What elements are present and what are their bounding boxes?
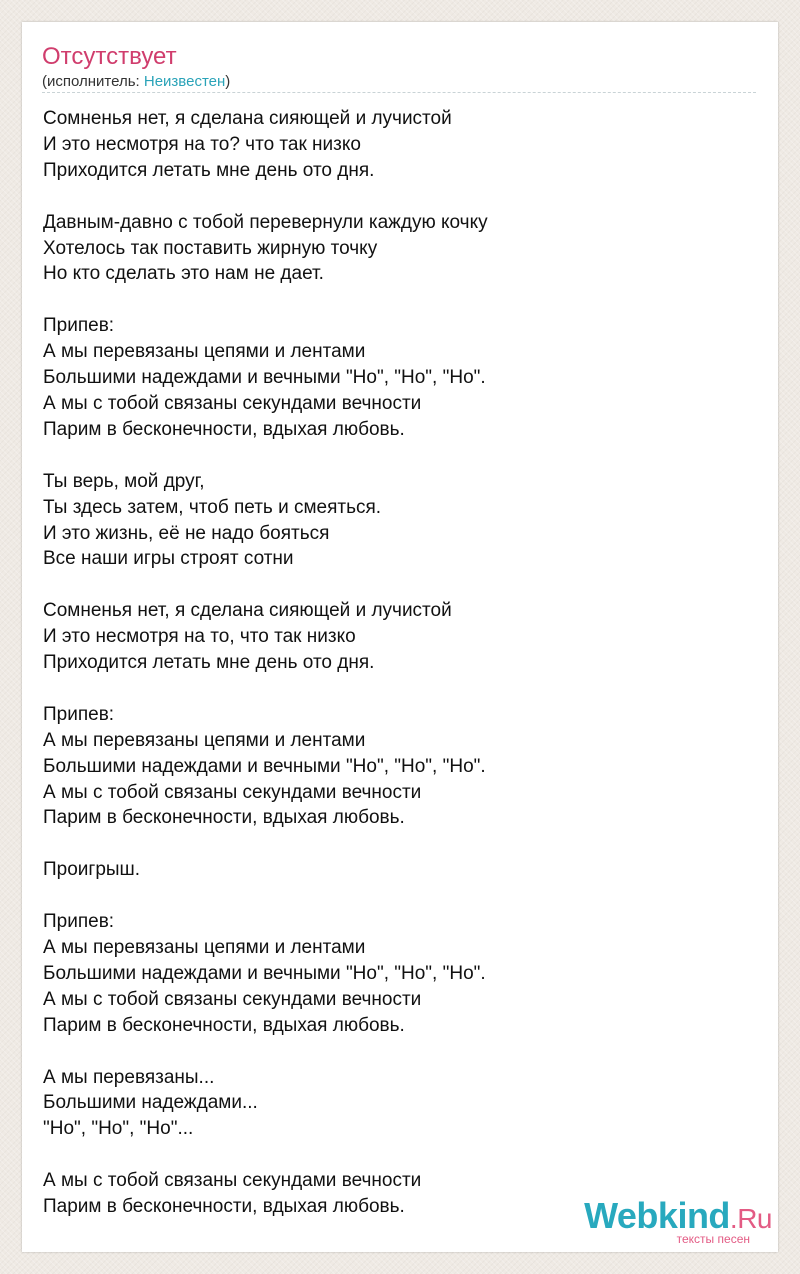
artist-prefix: (исполнитель:: [42, 73, 144, 90]
song-title: Отсутствует: [42, 43, 177, 70]
watermark-tagline: тексты песен: [676, 1232, 750, 1246]
site-watermark: [582, 1196, 772, 1244]
lyrics-text: Сомненья нет, я сделана сияющей и лучистой И это несмотря на то? что так низко Приходится летать мне день ото дня. Давным-давно с тобой перевернули каждую кочку Хотелось так поставить жирную точку Но кто сделать это нам не дает. Припев: А мы перевязаны цепями и лентами Большими надеждами и вечными "Но", "Но", "Но". А мы с тобой связаны секундами вечности Парим в бесконечности, вдыхая любовь. Ты верь, мой друг, Ты здесь затем, чтоб петь и смеяться. И это жизнь, её не надо бояться Все наши игры строят сотни Сомненья нет, я сделана сияющей и лучистой И это несмотря на то, что так низко Приходится летать мне день ото дня. Припев: А мы перевязаны цепями и лентами Большими надеждами и вечными "Но", "Но", "Но". А мы с тобой связаны секундами вечности Парим в бесконечности, вдыхая любовь. Проигрыш. Припев: А мы перевязаны цепями и лентами Большими надеждами и вечными "Но", "Но", "Но". А мы с тобой связаны секундами вечности Парим в бесконечности, вдыхая любовь. А мы перевязаны... Большими надеждами... "Но", "Но", "Но"... А мы с тобой связаны секундами вечности Парим в бесконечности, вдыхая любовь.: [43, 108, 488, 1218]
artist-link[interactable]: Неизвестен: [143, 73, 226, 90]
artist-suffix: ): [225, 73, 231, 90]
lyrics-card: [22, 22, 778, 1252]
title-divider: [42, 92, 756, 93]
watermark-name: Webkind: [584, 1195, 730, 1236]
watermark-tld: .Ru: [729, 1203, 772, 1234]
artist-line: [42, 73, 230, 91]
